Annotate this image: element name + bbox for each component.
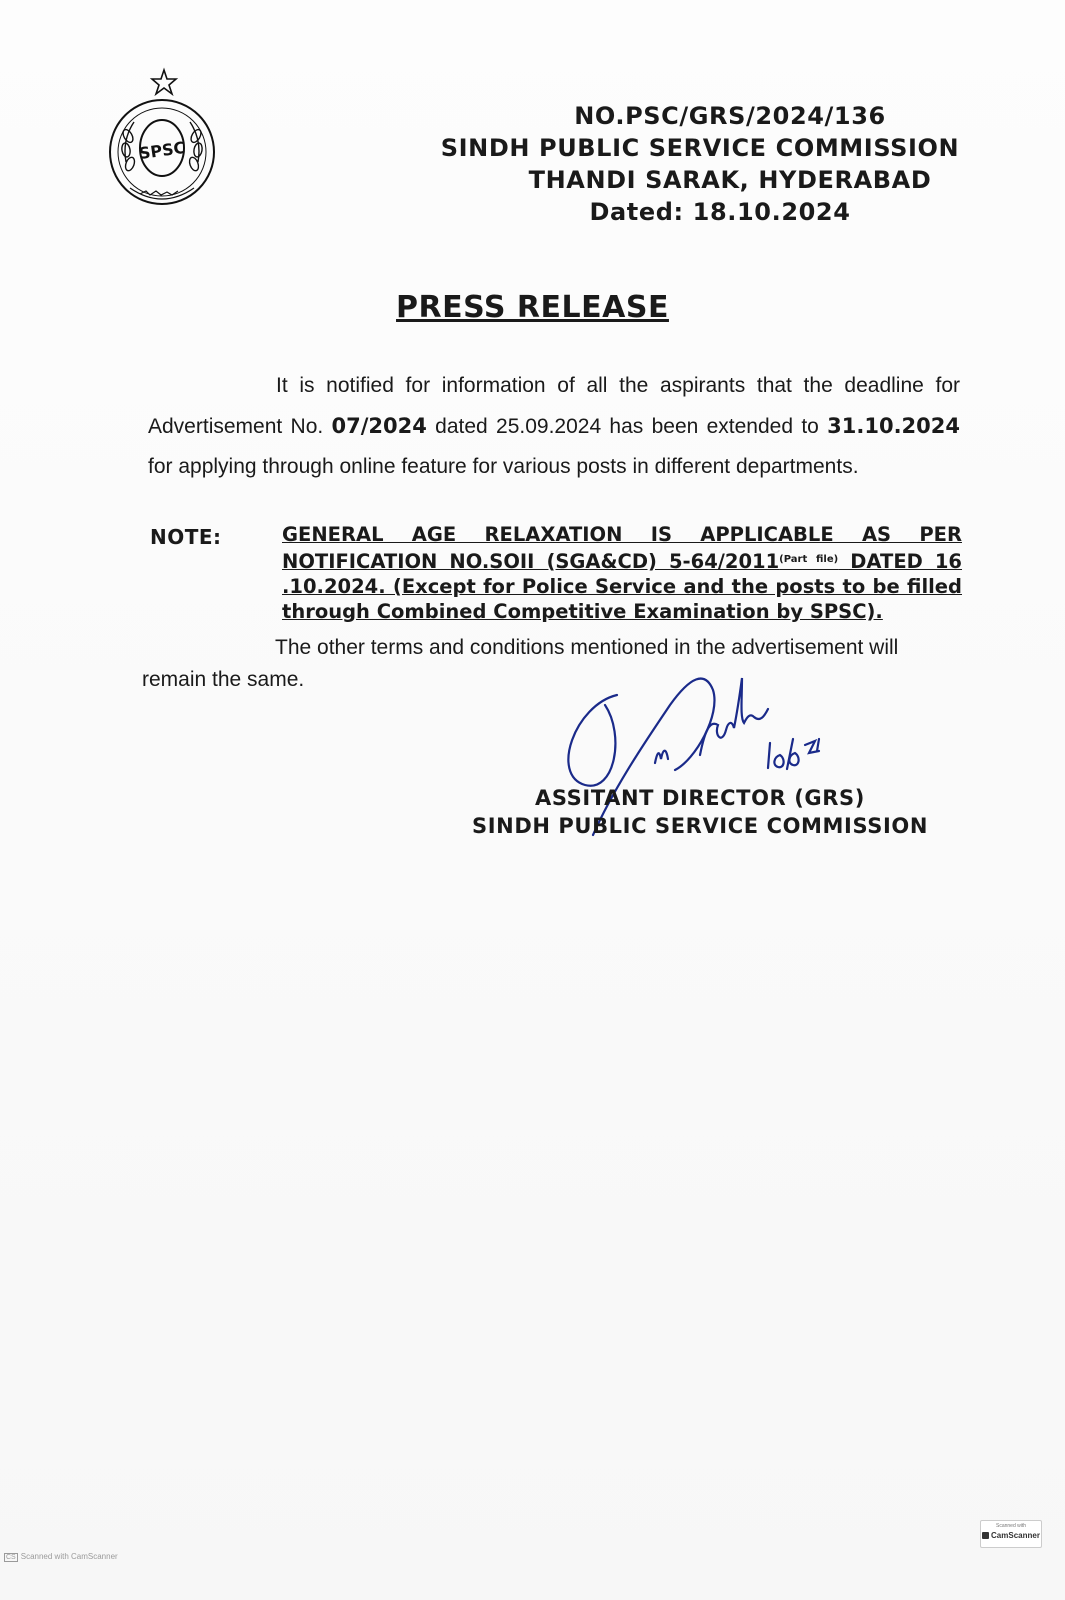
scanner-badge [980, 1520, 1042, 1548]
seal-initials: SPSC [137, 137, 187, 164]
body-text-part-2: dated 25.09.2024 has been extended to [426, 415, 828, 438]
issue-date: Dated: 18.10.2024 [589, 198, 851, 226]
spsc-seal-logo [100, 66, 228, 216]
scanner-badge-caption: Scanned with [995, 1523, 1027, 1529]
body-paragraph [148, 366, 960, 487]
note-text [282, 522, 962, 624]
letterhead [430, 100, 970, 228]
closing-text: The other terms and conditions mentioned in the advertisement will remain the same. [142, 636, 899, 691]
note-text-part-1: GENERAL AGE RELAXATION IS APPLICABLE AS PER NOTIFICATION NO.SOII (SGA&CD) 5-64/2011 [282, 523, 962, 573]
note-text-part-2: DATED 16 .10.2024. (Except for Police Service and the posts to be filled through Combined Competitive Examination by SPSC). [282, 550, 963, 623]
body-text-part-3: for applying through online feature for various posts in different departments. [148, 455, 859, 478]
note-superscript: (Part file) [779, 554, 839, 565]
organization-address: THANDI SARAK, HYDERABAD [528, 166, 932, 194]
organization-name: SINDH PUBLIC SERVICE COMMISSION [440, 134, 960, 162]
document-title: PRESS RELEASE [396, 290, 669, 325]
advertisement-number: 07/2024 [331, 414, 427, 438]
camscanner-logo-icon [982, 1532, 989, 1539]
scanner-footer-text: Scanned with CamScanner [20, 1552, 118, 1561]
note-label: NOTE: [150, 525, 222, 549]
body-text-part-1: It is notified for information of all the aspirants that the deadline for Advertisement No. [148, 374, 960, 438]
scanner-watermark [4, 1552, 118, 1562]
camscanner-icon: CS [6, 1554, 16, 1561]
signatory-title: ASSITANT DIRECTOR (GRS) [535, 786, 865, 810]
scanner-badge-brand: CamScanner [991, 1531, 1040, 1540]
extended-deadline: 31.10.2024 [827, 414, 960, 438]
signatory-block [470, 784, 930, 840]
signatory-organization: SINDH PUBLIC SERVICE COMMISSION [472, 814, 928, 838]
reference-number: NO.PSC/GRS/2024/136 [574, 102, 886, 130]
